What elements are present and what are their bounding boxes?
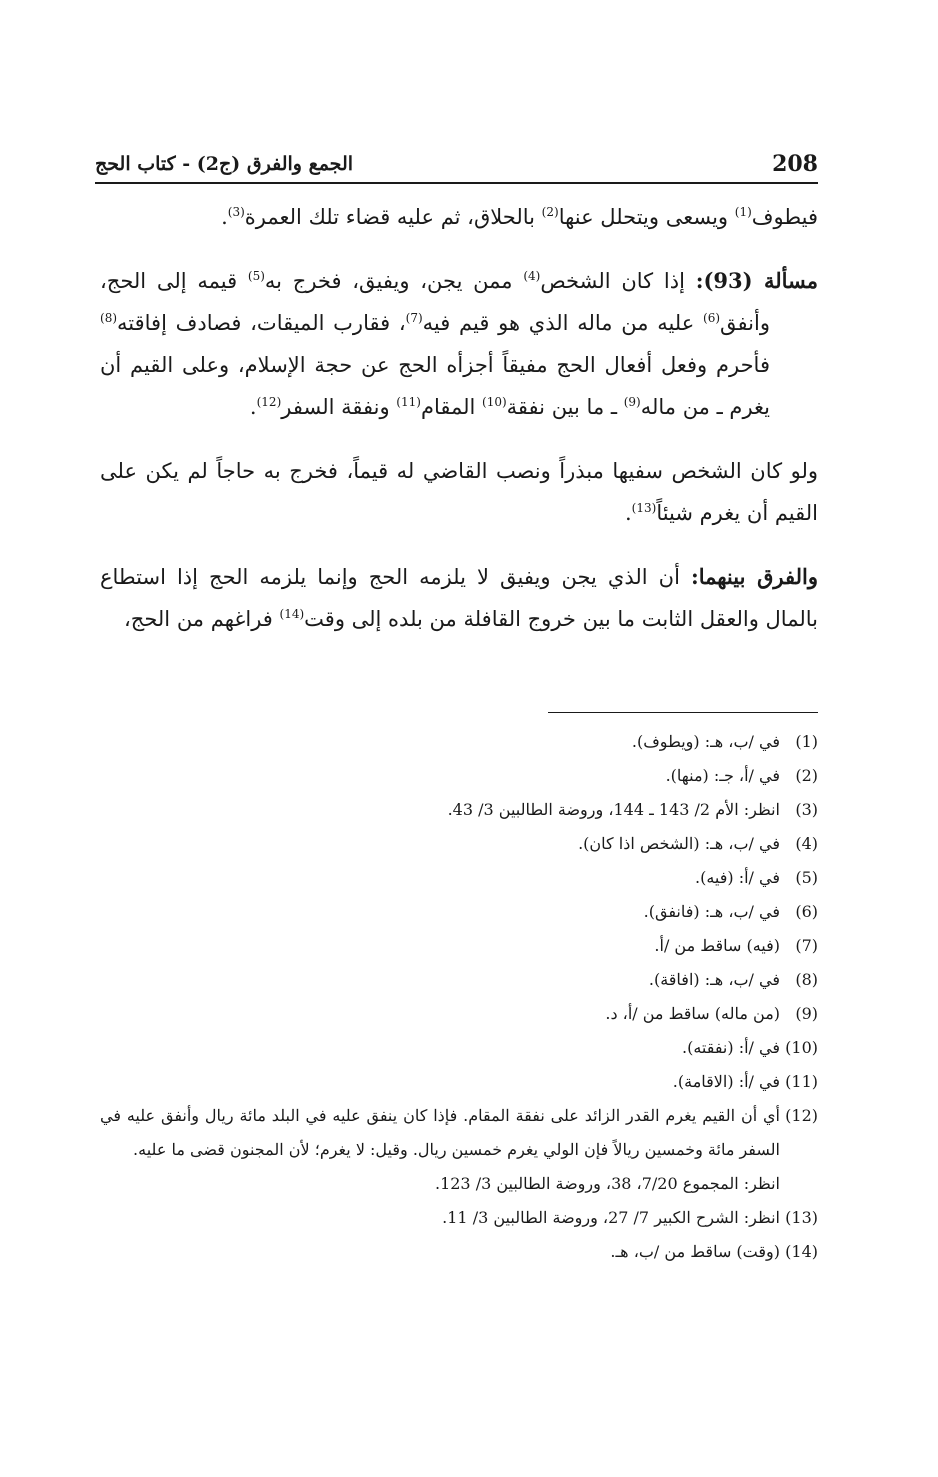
footnotes (100, 725, 818, 1269)
footnote-item (100, 1201, 818, 1235)
page-header (95, 146, 818, 184)
footnote-number: (1) (795, 732, 818, 751)
text-run: ممن يجن، ويفيق، فخرج به (264, 269, 524, 293)
footnote-number: (6) (795, 902, 818, 921)
footnote-line: في /ب، هـ: (ويطوف). (631, 732, 780, 751)
footnote-text (100, 997, 780, 1031)
footnote-item (100, 997, 818, 1031)
text-run: ويسعى ويتحلل عنها (558, 205, 735, 229)
footnote-line: (من ماله) ساقط من /أ، د. (605, 1004, 780, 1023)
footnote-text (100, 1235, 780, 1269)
footnote-divider (548, 712, 818, 713)
footnote-ref: (13) (631, 501, 657, 515)
text-run: . (221, 205, 228, 229)
footnote-item (100, 725, 818, 759)
footnote-ref: (9) (623, 395, 641, 409)
text-run: . (249, 395, 257, 419)
footnote-number: (10) (785, 1038, 818, 1057)
footnote-number: (4) (795, 834, 818, 853)
footnote-number: (11) (785, 1072, 818, 1091)
footnote-text (100, 725, 780, 759)
footnote-ref: (4) (523, 269, 541, 283)
footnote-item (100, 1099, 818, 1201)
paragraph-difference (100, 556, 818, 640)
footnote-ref: (10) (482, 395, 507, 409)
footnote-number: (5) (795, 868, 818, 887)
issue-heading: مسألة (93): (695, 268, 818, 293)
difference-heading: والفرق بينهما: (690, 564, 818, 589)
page-number: 208 (772, 151, 818, 177)
footnote-ref: (8) (100, 311, 118, 325)
footnote-line: انظر: المجموع 7/20، 38، وروضة الطالبين 3/ 123. (434, 1174, 780, 1193)
footnote-item (100, 1065, 818, 1099)
footnote-text (100, 1099, 780, 1201)
footnote-line: في /أ: (نفقته). (682, 1038, 780, 1057)
footnote-ref: (7) (405, 311, 423, 325)
footnote-ref: (3) (227, 205, 245, 219)
footnote-ref: (14) (279, 607, 305, 621)
text-run: بالحلاق، ثم عليه قضاء تلك العمرة (244, 205, 542, 229)
footnote-text (100, 963, 780, 997)
footnote-line: في /أ: (فيه). (694, 868, 780, 887)
footnote-ref: (12) (256, 395, 282, 409)
footnote-line: أي أن القيم يغرم القدر الزائد على نفقة المقام. فإذا كان ينفق عليه في البلد مائة ريال وأنفق عليه في السفر مائة وخمسين ريالاً فإن الولي يغرم خمسين ريال. وقيل: لا يغرم؛ لأن المجنون قضى ما عليه. (100, 1106, 781, 1159)
text-run: ولو كان الشخص سفيها مبذراً ونصب القاضي له قيماً، فخرج به حاجاً لم يكن على القيم أن يغرم شيئاً (100, 459, 818, 525)
text-run: قيمه إلى الحج، وأنفق (100, 269, 770, 335)
running-title: الجمع والفرق (ج2) - كتاب الحج (95, 153, 354, 175)
footnote-text (100, 1065, 780, 1099)
footnote-number: (7) (795, 936, 818, 955)
paragraph-issue-93 (100, 260, 818, 428)
footnote-number: (2) (795, 766, 818, 785)
footnote-text (100, 861, 780, 895)
footnote-line: في /أ، جـ: (منها). (665, 766, 780, 785)
footnote-item (100, 793, 818, 827)
footnote-number: (8) (795, 970, 818, 989)
footnote-line: في /ب، هـ: (الشخص اذا كان). (578, 834, 780, 853)
footnote-item (100, 895, 818, 929)
footnote-item (100, 929, 818, 963)
footnote-number: (12) (785, 1106, 818, 1125)
footnote-line: في /ب، هـ: (افاقة). (648, 970, 780, 989)
text-run: المقام (420, 395, 483, 419)
footnote-text (100, 793, 780, 827)
text-run: إذا كان الشخص (540, 269, 696, 293)
footnote-item (100, 861, 818, 895)
footnote-item (100, 963, 818, 997)
footnote-item (100, 827, 818, 861)
paragraph-3 (100, 450, 818, 534)
footnote-ref: (5) (247, 269, 265, 283)
text-run: ـ ما بين نفقة (506, 395, 624, 419)
footnote-line: انظر: الأم 2/ 143 ـ 144، وروضة الطالبين 3/ 43. (447, 800, 780, 819)
main-text (100, 196, 818, 662)
text-run: عليه من ماله الذي هو قيم فيه (422, 311, 704, 335)
text-run: أن الذي يجن ويفيق لا يلزمه الحج وإنما يلزمه الحج إذا استطاع بالمال والعقل الثابت ما بين خروج القافلة من بلده إلى وقت (100, 565, 818, 631)
text-run: فأحرم وفعل أفعال الحج مفيقاً أجزأه الحج عن حجة الإسلام، وعلى القيم أن يغرم ـ من ماله (100, 353, 770, 419)
paragraph-1 (100, 196, 818, 238)
footnote-text (100, 929, 780, 963)
text-run: ونفقة السفر (281, 395, 397, 419)
text-run: ، فقارب الميقات، فصادف إفاقته (117, 311, 406, 335)
footnote-text (100, 759, 780, 793)
text-run: فراغهم من الحج، (124, 607, 280, 631)
footnote-line: في /أ: (الاقامة). (672, 1072, 780, 1091)
text-run: . (624, 501, 632, 525)
footnote-number: (9) (795, 1004, 818, 1023)
footnote-text (100, 827, 780, 861)
footnote-line: (وقت) ساقط من /ب، هـ. (610, 1242, 780, 1261)
footnote-ref: (11) (396, 395, 421, 409)
footnote-number: (13) (785, 1208, 818, 1227)
footnote-text (100, 1201, 780, 1235)
footnote-number: (3) (795, 800, 818, 819)
footnote-ref: (6) (703, 311, 721, 325)
footnote-text (100, 1031, 780, 1065)
footnote-line: انظر: الشرح الكبير 7/ 27، وروضة الطالبين 3/ 11. (442, 1208, 780, 1227)
text-run: فيطوف (751, 205, 818, 229)
footnote-line: (فيه) ساقط من /أ. (654, 936, 780, 955)
footnote-item (100, 1235, 818, 1269)
footnote-number: (14) (785, 1242, 818, 1261)
footnote-ref: (1) (734, 205, 752, 219)
footnote-ref: (2) (541, 205, 559, 219)
footnote-text (100, 895, 780, 929)
footnote-line: في /ب، هـ: (فانفق). (643, 902, 780, 921)
footnote-item (100, 1031, 818, 1065)
footnote-item (100, 759, 818, 793)
